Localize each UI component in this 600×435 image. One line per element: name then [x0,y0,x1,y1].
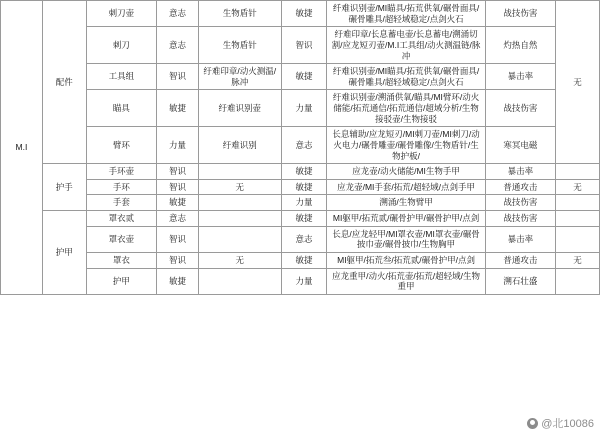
item-damage: 暴击率 [485,64,555,90]
item-attr2: 力量 [281,90,327,127]
item-name: 瞄具 [86,90,156,127]
group-cell-armor: 护甲 [42,211,86,295]
item-effect: 纡难识别壶/MI瞄具/拓荒供氧/碾骨面具/碾骨雕具/超轻域稳定/点剑火石 [327,64,485,90]
table-row [1,164,600,180]
item-stat: 纡难印章/动火测温/脉冲 [198,64,281,90]
user-avatar-icon [527,418,538,429]
table-row [1,179,600,195]
item-attr1: 智识 [157,252,199,268]
item-effect: 应龙壶/动火储能/MI生物手甲 [327,164,485,180]
item-stat [198,211,281,227]
table-row [1,195,600,211]
item-attr2: 力量 [281,195,327,211]
item-effect: 纡难识别壶/溯涌供氧/瞄具/MI臂环/动火储能/拓荒通信/拓荒通信/超域分析/生物接驳壶/生物接驳 [327,90,485,127]
item-effect: MI躯甲/拓荒贰/碾骨护甲/碾骨护甲/点剑 [327,211,485,227]
item-attr1: 智识 [157,226,199,252]
watermark [527,415,594,431]
item-damage: 寒冥电磁 [485,127,555,164]
item-stat: 无 [198,179,281,195]
item-attr2: 意志 [281,127,327,164]
item-attr1: 智识 [157,64,199,90]
item-attr1: 意志 [157,211,199,227]
item-damage: 战技伤害 [485,211,555,227]
category-cell: M.I [1,1,43,295]
table-row [1,268,600,294]
item-damage: 灼热自然 [485,27,555,64]
item-effect: 溯涌/生物臂甲 [327,195,485,211]
item-attr2: 敏捷 [281,211,327,227]
row-extra [556,211,600,227]
item-stat [198,268,281,294]
item-attr1: 敏捷 [157,268,199,294]
item-damage: 溯石壮盛 [485,268,555,294]
item-effect: 长息辅助/应龙短刃/MI刺刀壶/MI刺刀/动火电力/碾骨雕壶/碾骨雕像/生物盾针/生物护板/ [327,127,485,164]
watermark-text: @北10086 [541,418,594,430]
item-name: 罩衣 [86,252,156,268]
item-name: 臂环 [86,127,156,164]
item-name: 罩衣壶 [86,226,156,252]
item-effect: 纤难识别壶/MI瞄具/拓荒供氧/碾骨面具/碾骨雕具/超轻域稳定/点剑火石 [327,1,485,27]
item-attr2: 敏捷 [281,179,327,195]
item-effect: 应龙壶/MI手套/拓荒/超轻域/点剑手甲 [327,179,485,195]
group-cell-gloves: 护手 [42,164,86,211]
item-damage: 战技伤害 [485,90,555,127]
table-row [1,252,600,268]
item-attr2: 敏捷 [281,64,327,90]
item-name: 护甲 [86,268,156,294]
table-row [1,226,600,252]
item-name: 手环 [86,179,156,195]
item-attr1: 敏捷 [157,195,199,211]
item-attr1: 智识 [157,164,199,180]
table-body [1,1,600,295]
table-row [1,127,600,164]
item-damage: 普通攻击 [485,179,555,195]
item-name: 刺刀 [86,27,156,64]
table-row [1,27,600,64]
item-attr1: 意志 [157,27,199,64]
row-extra [556,226,600,252]
item-name: 手环壶 [86,164,156,180]
item-damage: 战技伤害 [485,1,555,27]
item-damage: 暴击率 [485,164,555,180]
item-effect: 长息/应龙轻甲/MI罩衣壶/MI罩衣壶/碾骨披巾壶/碾骨披巾/生物胸甲 [327,226,485,252]
item-stat: 纡难识别壶 [198,90,281,127]
table-row [1,90,600,127]
row-extra [556,195,600,211]
item-attr2: 敏捷 [281,164,327,180]
item-effect: 纡难印章/长息蓄电壶/长息蓄电/溯涌切割/应龙短刃壶/M.I工具组/动火测温链/脉冲 [327,27,485,64]
table-row [1,64,600,90]
item-attr2: 敏捷 [281,252,327,268]
item-name: 手套 [86,195,156,211]
item-attr2: 敏捷 [281,1,327,27]
row-extra: 无 [556,252,600,268]
item-name: 工具组 [86,64,156,90]
row-extra [556,164,600,180]
item-effect: MI躯甲/拓荒叁/拓荒贰/碾骨护甲/点剑 [327,252,485,268]
table-row [1,211,600,227]
item-stat: 生物盾针 [198,27,281,64]
group-extra-accessory: 无 [556,1,600,164]
item-damage: 战技伤害 [485,195,555,211]
item-stat [198,226,281,252]
item-name: 罩衣贰 [86,211,156,227]
item-attr2: 意志 [281,226,327,252]
table-row [1,1,600,27]
item-attr1: 敏捷 [157,90,199,127]
item-stat [198,195,281,211]
item-stat [198,164,281,180]
item-stat: 生物盾针 [198,1,281,27]
item-attr2: 力量 [281,268,327,294]
item-damage: 普通攻击 [485,252,555,268]
row-extra: 无 [556,179,600,195]
item-attr1: 力量 [157,127,199,164]
item-name: 刺刀壶 [86,1,156,27]
item-attr1: 智识 [157,179,199,195]
group-cell-accessory: 配件 [42,1,86,164]
item-effect: 应龙重甲/动火/拓荒壶/拓荒/超轻域/生物重甲 [327,268,485,294]
item-damage: 暴击率 [485,226,555,252]
item-attr1: 意志 [157,1,199,27]
item-stat: 无 [198,252,281,268]
item-stat: 纡难识别 [198,127,281,164]
item-attr2: 智识 [281,27,327,64]
row-extra [556,268,600,294]
